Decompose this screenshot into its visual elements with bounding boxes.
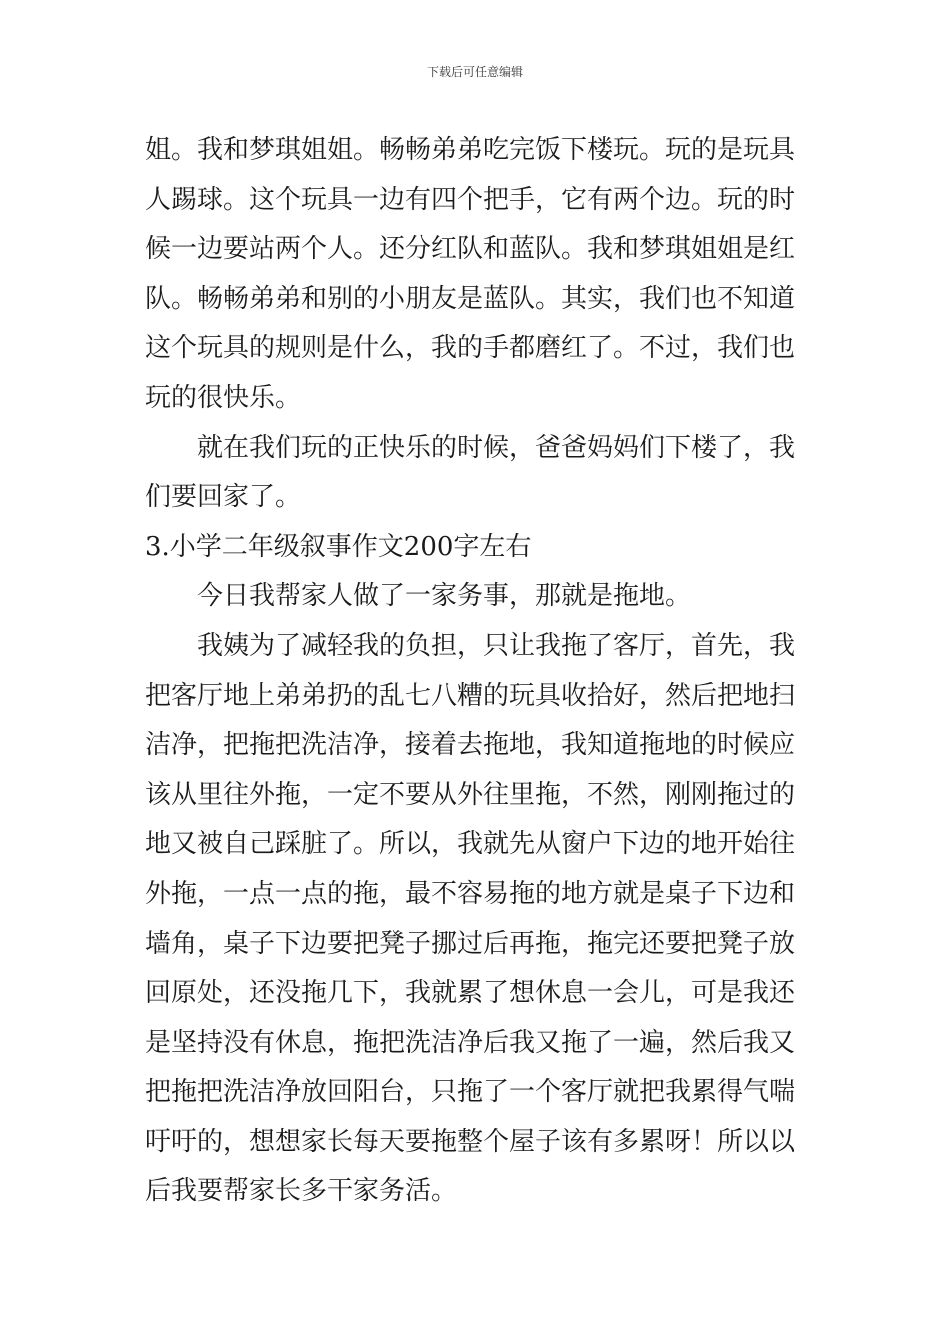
text-line-19: 是坚持没有休息，拖把洗洁净后我又拖了一遍，然后我又 [145, 1027, 796, 1058]
text-line-1: 姐。我和梦琪姐姐。畅畅弟弟吃完饭下楼玩。玩的是玩具 [145, 135, 796, 165]
text-line-15: 地又被自己踩脏了。所以，我就先从窗户下边的地开始往 [145, 829, 796, 860]
text-line-3: 候一边要站两个人。还分红队和蓝队。我和梦琪姐姐是红 [145, 234, 796, 265]
page-header: 下载后可任意编辑 [426, 65, 523, 79]
text-line-2: 人踢球。这个玩具一边有四个把手，它有两个边。玩的时 [145, 184, 796, 215]
section-heading: 3.小学二年级叙事作文200字左右 [145, 531, 532, 562]
text-line-11: 我姨为了减轻我的负担，只让我拖了客厅，首先，我 [197, 630, 796, 661]
text-line-22: 后我要帮家长多干家务活。 [145, 1176, 458, 1207]
text-line-8: 们要回家了。 [145, 482, 302, 513]
text-line-18: 回原处，还没拖几下，我就累了想休息一会儿，可是我还 [145, 978, 796, 1009]
text-line-17: 墙角，桌子下边要把凳子挪过后再拖，拖完还要把凳子放 [145, 928, 796, 959]
text-line-12: 把客厅地上弟弟扔的乱七八糟的玩具收拾好，然后把地扫 [145, 680, 796, 711]
text-line-4: 队。畅畅弟弟和别的小朋友是蓝队。其实，我们也不知道 [145, 283, 796, 314]
text-line-14: 该从里往外拖，一定不要从外往里拖，不然，刚刚拖过的 [145, 779, 796, 810]
text-line-10: 今日我帮家人做了一家务事，那就是拖地。 [197, 581, 692, 612]
text-line-5: 这个玩具的规则是什么，我的手都磨红了。不过，我们也 [145, 333, 796, 364]
text-line-7: 就在我们玩的正快乐的时候，爸爸妈妈们下楼了，我 [197, 432, 796, 463]
text-line-20: 把拖把洗洁净放回阳台，只拖了一个客厅就把我累得气喘 [145, 1077, 796, 1108]
text-line-16: 外拖，一点一点的拖，最不容易拖的地方就是桌子下边和 [145, 878, 796, 909]
text-line-21: 吁吁的，想想家长每天要拖整个屋子该有多累呀！所以以 [145, 1126, 796, 1157]
text-line-13: 洁净，把拖把洗洁净，接着去拖地，我知道拖地的时候应 [145, 730, 796, 761]
text-line-6: 玩的很快乐。 [145, 382, 302, 413]
document-body [145, 126, 810, 1217]
